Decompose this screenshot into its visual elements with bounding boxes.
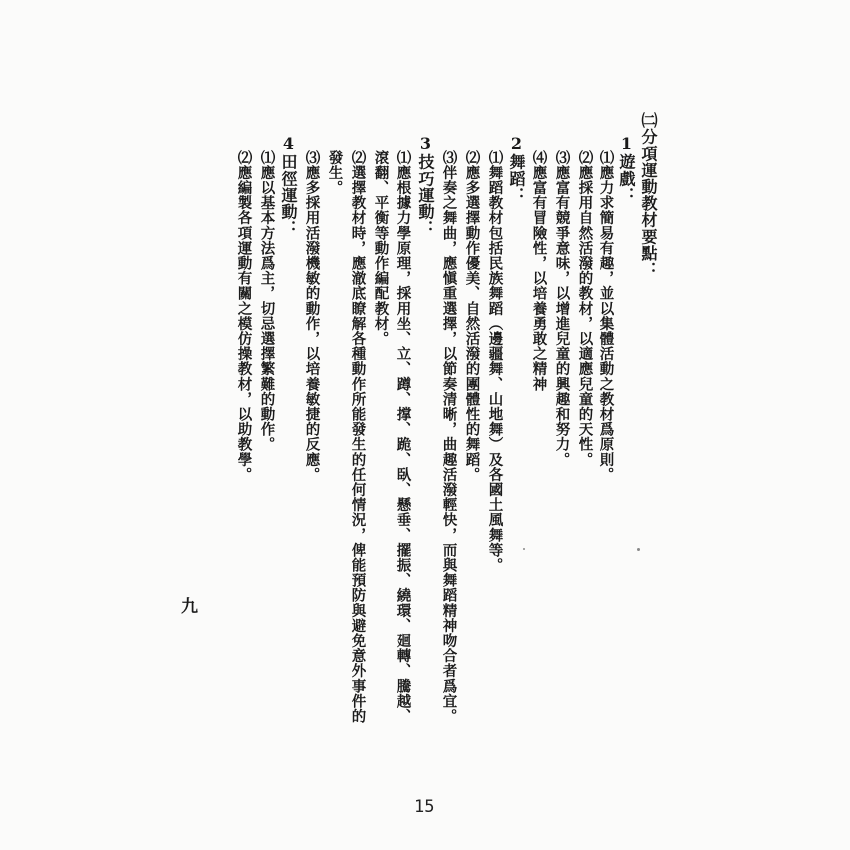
side-page-marker: 九 [181, 597, 198, 617]
subheading-games: 1遊戲： [617, 134, 636, 204]
page-number: 15 [414, 797, 435, 817]
subheading-track-field: 4田徑運動： [279, 134, 298, 237]
dance-item-1: ⑴舞蹈教材包括民族舞蹈（邊疆舞、山地舞）及各國土風舞等。 [486, 150, 504, 573]
scan-speck [523, 548, 525, 550]
dance-item-3: ⑶伴奏之舞曲，應愼重選擇，以節奏清晰，曲趣活潑輕快，而與舞蹈精神吻合者爲宜。 [440, 150, 458, 724]
skills-item-1: ⑴應根據力學原理，採用坐、立、蹲、撑、跪、臥、懸垂、擺振、繞環、廻轉、騰越、 [394, 150, 412, 724]
track-item-1: ⑴應以基本方法爲主，切忌選擇繁難的動作。 [258, 150, 276, 452]
games-item-1: ⑴應力求簡易有趣，並以集體活動之教材爲原則。 [597, 150, 615, 483]
dance-item-2: ⑵應多選擇動作優美、自然活潑的團體性的舞蹈。 [463, 150, 481, 483]
games-item-4: ⑷應富有冒險性，以培養勇敢之精神 [530, 150, 548, 392]
games-item-2: ⑵應採用自然活潑的教材，以適應兒童的天性。 [576, 150, 594, 468]
skills-item-2-cont: 發生。 [326, 150, 344, 196]
section-heading: ㈡分項運動教材要點： [639, 112, 658, 278]
subheading-dance: 2舞蹈： [507, 134, 526, 204]
skills-item-1-cont: 滾翻、平衡等動作編配教材。 [372, 150, 390, 347]
games-item-3: ⑶應富有競爭意味，以增進兒童的興趣和努力。 [553, 150, 571, 468]
subheading-skills: 3技巧運動： [416, 134, 435, 237]
skills-item-3: ⑶應多採用活潑機敏的動作，以培養敏捷的反應。 [303, 150, 321, 483]
skills-item-2: ⑵選擇教材時，應澈底瞭解各種動作所能發生的任何情況，俾能預防與避免意外事件的 [349, 150, 367, 724]
scan-speck [637, 548, 640, 551]
track-item-2: ⑵應編製各項運動有關之模仿操教材，以助教學。 [235, 150, 253, 483]
